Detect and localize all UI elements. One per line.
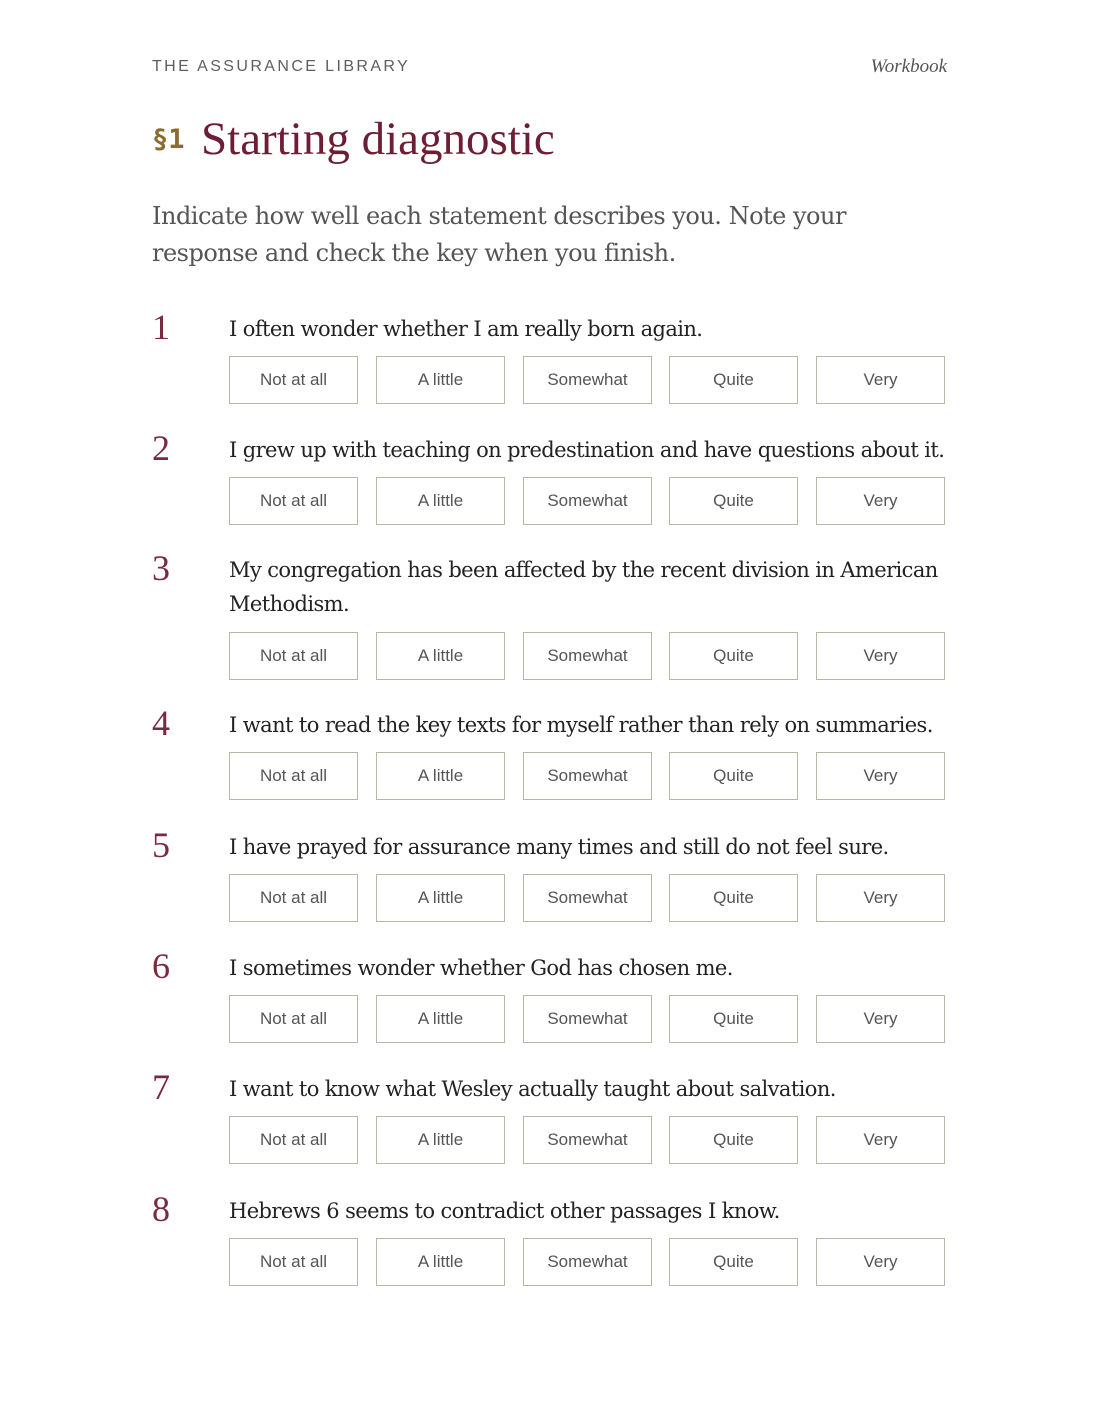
response-option-button[interactable]: A little bbox=[376, 1116, 505, 1164]
response-option-button[interactable]: Somewhat bbox=[523, 1238, 652, 1286]
response-option-button[interactable]: Quite bbox=[669, 995, 798, 1043]
question-text: I have prayed for assurance many times and still do not feel sure. bbox=[229, 835, 889, 859]
response-options bbox=[229, 1116, 947, 1166]
response-option-button[interactable]: Quite bbox=[669, 752, 798, 800]
response-options bbox=[229, 752, 947, 802]
response-option-button[interactable]: Somewhat bbox=[523, 632, 652, 680]
response-option-button[interactable]: Quite bbox=[669, 1238, 798, 1286]
response-options bbox=[229, 995, 947, 1045]
response-option-button[interactable]: Somewhat bbox=[523, 477, 652, 525]
response-option-button[interactable]: A little bbox=[376, 356, 505, 404]
response-option-button[interactable]: Somewhat bbox=[523, 874, 652, 922]
response-option-button[interactable]: Quite bbox=[669, 1116, 798, 1164]
response-option-button[interactable]: A little bbox=[376, 1238, 505, 1286]
response-option-button[interactable]: Very bbox=[816, 874, 945, 922]
question-number: 3 bbox=[152, 548, 170, 588]
response-option-button[interactable]: Not at all bbox=[229, 632, 358, 680]
response-option-button[interactable]: Very bbox=[816, 752, 945, 800]
response-options bbox=[229, 632, 947, 682]
response-option-button[interactable]: Somewhat bbox=[523, 752, 652, 800]
question-text: I grew up with teaching on predestination and have questions about it. bbox=[229, 438, 945, 462]
question-number: 8 bbox=[152, 1189, 170, 1229]
page-header bbox=[152, 56, 947, 80]
response-option-button[interactable]: Very bbox=[816, 356, 945, 404]
question-number: 7 bbox=[152, 1067, 170, 1107]
instructions: Indicate how well each statement describes you. Note your response and check the key when you finish. bbox=[152, 202, 846, 267]
page-title: Starting diagnostic bbox=[201, 113, 555, 165]
response-option-button[interactable]: Not at all bbox=[229, 995, 358, 1043]
response-option-button[interactable]: Quite bbox=[669, 477, 798, 525]
response-option-button[interactable]: Very bbox=[816, 1116, 945, 1164]
question-text: My congregation has been affected by the recent division in American Methodism. bbox=[229, 558, 938, 616]
response-option-button[interactable]: A little bbox=[376, 752, 505, 800]
response-option-button[interactable]: Not at all bbox=[229, 477, 358, 525]
response-option-button[interactable]: Not at all bbox=[229, 1116, 358, 1164]
question-number: 2 bbox=[152, 428, 170, 468]
response-option-button[interactable]: Very bbox=[816, 477, 945, 525]
response-option-button[interactable]: Quite bbox=[669, 874, 798, 922]
question-text: I often wonder whether I am really born again. bbox=[229, 317, 703, 341]
response-option-button[interactable]: A little bbox=[376, 995, 505, 1043]
response-option-button[interactable]: Quite bbox=[669, 356, 798, 404]
response-options bbox=[229, 477, 947, 527]
question-text: I want to read the key texts for myself rather than rely on summaries. bbox=[229, 713, 933, 737]
response-option-button[interactable]: Somewhat bbox=[523, 995, 652, 1043]
response-option-button[interactable]: Quite bbox=[669, 632, 798, 680]
workbook-label: Workbook bbox=[870, 56, 947, 77]
question-number: 5 bbox=[152, 825, 170, 865]
response-options bbox=[229, 356, 947, 406]
response-option-button[interactable]: A little bbox=[376, 477, 505, 525]
response-option-button[interactable]: Not at all bbox=[229, 1238, 358, 1286]
question-number: 1 bbox=[152, 307, 170, 347]
response-option-button[interactable]: A little bbox=[376, 874, 505, 922]
section-number: §1 bbox=[152, 124, 185, 155]
response-option-button[interactable]: Very bbox=[816, 632, 945, 680]
response-option-button[interactable]: Somewhat bbox=[523, 356, 652, 404]
library-name: THE ASSURANCE LIBRARY bbox=[152, 58, 411, 75]
question-text: I want to know what Wesley actually taught about salvation. bbox=[229, 1077, 836, 1101]
question-number: 4 bbox=[152, 703, 170, 743]
question-number: 6 bbox=[152, 946, 170, 986]
response-options bbox=[229, 1238, 947, 1288]
question-text: I sometimes wonder whether God has chosen me. bbox=[229, 956, 733, 980]
response-option-button[interactable]: Very bbox=[816, 995, 945, 1043]
response-option-button[interactable]: Not at all bbox=[229, 752, 358, 800]
response-option-button[interactable]: Not at all bbox=[229, 874, 358, 922]
response-option-button[interactable]: Very bbox=[816, 1238, 945, 1286]
response-option-button[interactable]: Not at all bbox=[229, 356, 358, 404]
response-options bbox=[229, 874, 947, 924]
response-option-button[interactable]: A little bbox=[376, 632, 505, 680]
question-text: Hebrews 6 seems to contradict other passages I know. bbox=[229, 1199, 780, 1223]
response-option-button[interactable]: Somewhat bbox=[523, 1116, 652, 1164]
